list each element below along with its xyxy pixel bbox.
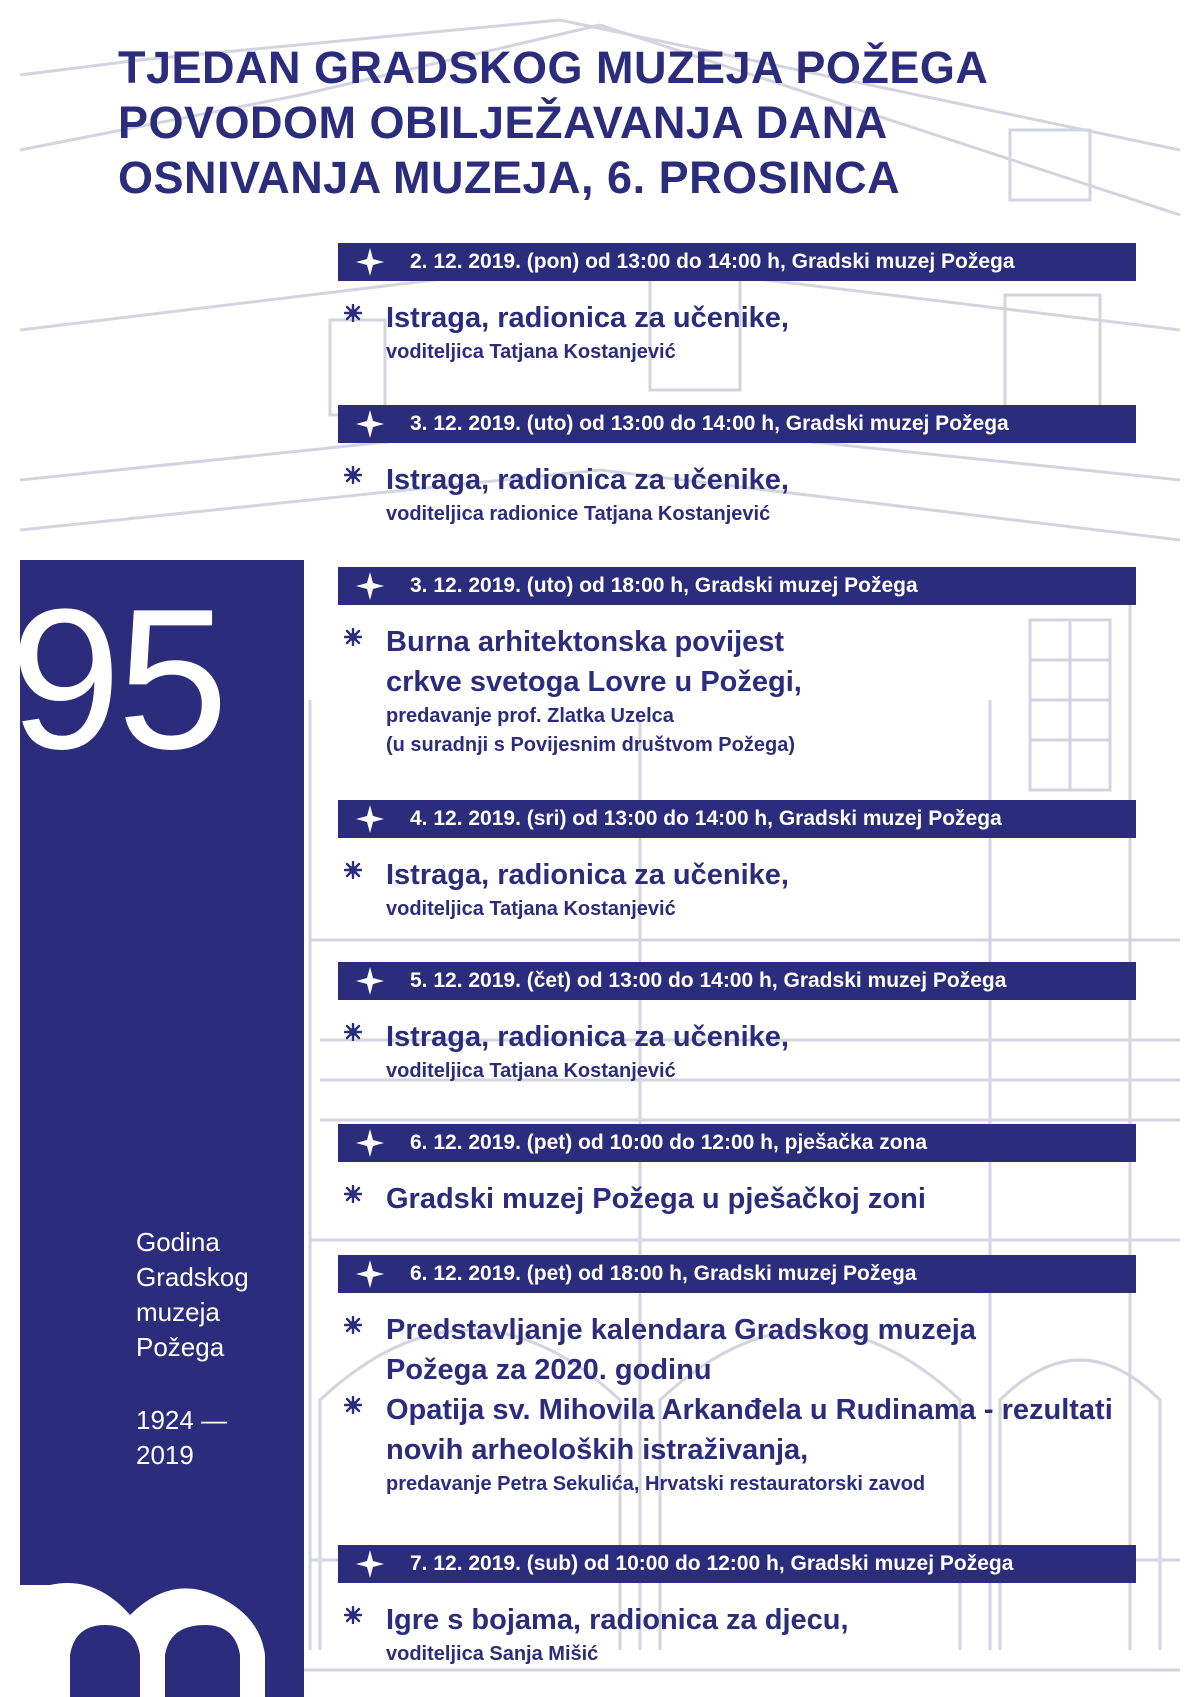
star-icon [356, 1260, 384, 1288]
event-subtitle: voditeljica Tatjana Kostanjević [386, 1060, 676, 1082]
title-line: OSNIVANJA MUZEJA, 6. PROSINCA [118, 152, 901, 203]
museum-logo-icon [20, 1555, 304, 1697]
event-title: Požega za 2020. godinu [386, 1354, 712, 1386]
event-title: crkve svetoga Lovre u Požegi, [386, 666, 802, 698]
event-item [344, 1390, 1144, 1499]
event-subtitle: voditeljica Tatjana Kostanjević [386, 898, 676, 920]
event-item [344, 1310, 1144, 1390]
event-date: 2. 12. 2019. (pon) od 13:00 do 14:00 h, Gradski muzej Požega [410, 250, 1015, 273]
event-date-bar [338, 243, 1136, 281]
bullet-icon [344, 1396, 362, 1414]
event-date: 3. 12. 2019. (uto) od 18:00 h, Gradski muzej Požega [410, 574, 918, 597]
event-details [344, 298, 1144, 367]
star-icon [356, 248, 384, 276]
title-line: TJEDAN GRADSKOG MUZEJA POŽEGA [118, 42, 989, 93]
event-date: 3. 12. 2019. (uto) od 13:00 do 14:00 h, Gradski muzej Požega [410, 412, 1009, 435]
event-date-bar [338, 1124, 1136, 1162]
star-icon [356, 1550, 384, 1578]
event-subtitle: predavanje Petra Sekulića, Hrvatski restauratorski zavod [386, 1473, 926, 1495]
side-years [136, 1403, 227, 1473]
star-icon [356, 1129, 384, 1157]
event-date: 7. 12. 2019. (sub) od 10:00 do 12:00 h, Gradski muzej Požega [410, 1552, 1014, 1575]
event-item [344, 1017, 1144, 1086]
event-item [344, 1179, 1144, 1219]
event-date: 4. 12. 2019. (sri) od 13:00 do 14:00 h, Gradski muzej Požega [410, 807, 1002, 830]
event-date: 5. 12. 2019. (čet) od 13:00 do 14:00 h, Gradski muzej Požega [410, 969, 1007, 992]
event-item [344, 460, 1144, 529]
event-details [344, 1600, 1144, 1669]
bullet-icon [344, 1185, 362, 1203]
event-title: Burna arhitektonska povijest [386, 626, 785, 658]
star-icon [356, 967, 384, 995]
event-item [344, 1600, 1144, 1669]
bullet-icon [344, 304, 362, 322]
event-date-bar [338, 567, 1136, 605]
event-title: Igre s bojama, radionica za djecu, [386, 1604, 849, 1636]
event-details [344, 1179, 1144, 1219]
event-date: 6. 12. 2019. (pet) od 18:00 h, Gradski muzej Požega [410, 1262, 917, 1285]
caption-line: Požega [136, 1332, 225, 1362]
event-title: Istraga, radionica za učenike, [386, 464, 789, 496]
years-line: 1924 — [136, 1405, 228, 1435]
event-title: novih arheoloških istraživanja, [386, 1434, 809, 1466]
event-details [344, 622, 1144, 760]
bullet-icon [344, 1023, 362, 1041]
star-icon [356, 410, 384, 438]
event-item [344, 855, 1144, 924]
title-line: POVODOM OBILJEŽAVANJA DANA [118, 97, 888, 148]
event-subtitle: voditeljica Sanja Mišić [386, 1643, 599, 1665]
event-details [344, 855, 1144, 924]
event-details [344, 1017, 1144, 1086]
event-details [344, 1310, 1144, 1499]
event-date-bar [338, 1545, 1136, 1583]
years-line: 2019 [136, 1440, 194, 1470]
event-item [344, 622, 1144, 760]
side-caption [136, 1225, 249, 1365]
event-subtitle: voditeljica Tatjana Kostanjević [386, 341, 676, 363]
event-subtitle: (u suradnji s Povijesnim društvom Požega) [386, 734, 795, 756]
bullet-icon [344, 1316, 362, 1334]
event-title: Predstavljanje kalendara Gradskog muzeja [386, 1314, 976, 1346]
bullet-icon [344, 628, 362, 646]
event-title: Istraga, radionica za učenike, [386, 302, 789, 334]
event-date: 6. 12. 2019. (pet) od 10:00 do 12:00 h, pješačka zona [410, 1131, 928, 1154]
bullet-icon [344, 861, 362, 879]
event-title: Gradski muzej Požega u pješačkoj zoni [386, 1183, 926, 1215]
star-icon [356, 805, 384, 833]
event-subtitle: predavanje prof. Zlatka Uzelca [386, 705, 674, 727]
event-date-bar [338, 405, 1136, 443]
event-item [344, 298, 1144, 367]
event-date-bar [338, 800, 1136, 838]
bullet-icon [344, 466, 362, 484]
event-title: Opatija sv. Mihovila Arkanđela u Rudinama - rezultati [386, 1394, 1113, 1426]
poster-title [118, 40, 1178, 205]
caption-line: muzeja [136, 1297, 220, 1327]
caption-line: Godina [136, 1227, 220, 1257]
anniversary-number: 95 [10, 568, 225, 791]
event-title: Istraga, radionica za učenike, [386, 1021, 789, 1053]
event-subtitle: voditeljica radionice Tatjana Kostanjević [386, 503, 771, 525]
event-details [344, 460, 1144, 529]
star-icon [356, 572, 384, 600]
event-date-bar [338, 962, 1136, 1000]
event-date-bar [338, 1255, 1136, 1293]
bullet-icon [344, 1606, 362, 1624]
caption-line: Gradskog [136, 1262, 249, 1292]
event-title: Istraga, radionica za učenike, [386, 859, 789, 891]
